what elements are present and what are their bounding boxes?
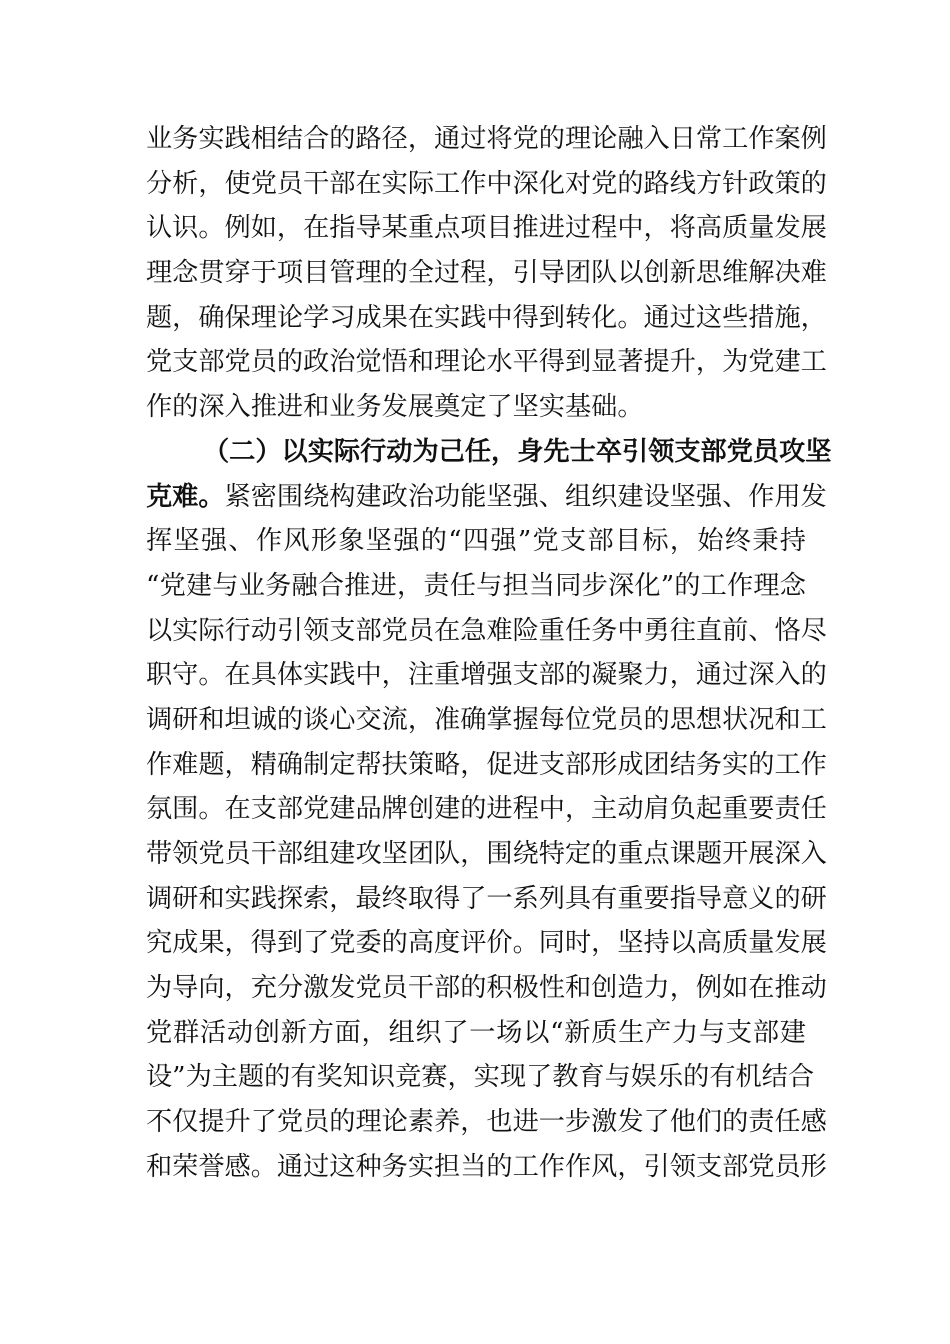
text-line: 作的深入推进和业务发展奠定了坚实基础。 [146,392,644,423]
text-line: 挥坚强、作风形象坚强的“四强”党支部目标，始终秉持 [146,526,806,557]
text-line: 以实际行动引领支部党员在急难险重任务中勇往直前、恪尽 [146,615,827,646]
heading-continuation-line [146,475,827,520]
text-line: 业务实践相结合的路径，通过将党的理论融入日常工作案例 [146,124,827,154]
text-line: “党建与业务融合推进，责任与担当同步深化”的工作理念 [146,570,806,601]
section-heading: （二）以实际行动为己任，身先士卒引领支部党员攻坚 [203,435,832,467]
text-line: 题，确保理论学习成果在实践中得到转化。通过这些措施， [146,302,827,333]
text-line: 职守。在具体实践中，注重增强支部的凝聚力，通过深入的 [146,660,827,691]
text-line: 认识。例如，在指导某重点项目推进过程中，将高质量发展 [146,213,827,244]
text-line: 党支部党员的政治觉悟和理论水平得到显著提升，为党建工 [146,347,827,378]
text-line: 党群活动创新方面，组织了一场以“新质生产力与支部建 [146,1017,806,1048]
text-line: 设”为主题的有奖知识竞赛，实现了教育与娱乐的有机结合 [146,1062,815,1093]
section-heading-end: 克难。 [146,480,225,512]
text-line: 理念贯穿于项目管理的全过程，引导团队以创新思维解决难 [146,258,827,289]
text-line: 为导向，充分激发党员干部的积极性和创造力，例如在推动 [146,973,827,1004]
text-line: 和荣誉感。通过这种务实担当的工作作风，引领支部党员形 [146,1151,827,1182]
text-line: 氛围。在支部党建品牌创建的进程中，主动肩负起重要责任 [146,794,827,825]
text-line: 调研和坦诚的谈心交流，准确掌握每位党员的思想状况和工 [146,704,827,735]
text-line: 作难题，精确制定帮扶策略，促进支部形成团结务实的工作 [146,749,827,780]
text-segment: 紧密围绕构建政治功能坚强、组织建设坚强、作用发 [224,481,827,512]
text-line: 分析，使党员干部在实际工作中深化对党的路线方针政策的 [146,168,827,199]
text-line: 调研和实践探索，最终取得了一系列具有重要指导意义的研 [146,883,827,914]
text-line: 带领党员干部组建攻坚团队，围绕特定的重点课题开展深入 [146,839,827,869]
body-text [146,117,832,1190]
text-line: 究成果，得到了党委的高度评价。同时，坚持以高质量发展 [146,928,827,959]
text-line: 不仅提升了党员的理论素养，也进一步激发了他们的责任感 [146,1107,827,1138]
